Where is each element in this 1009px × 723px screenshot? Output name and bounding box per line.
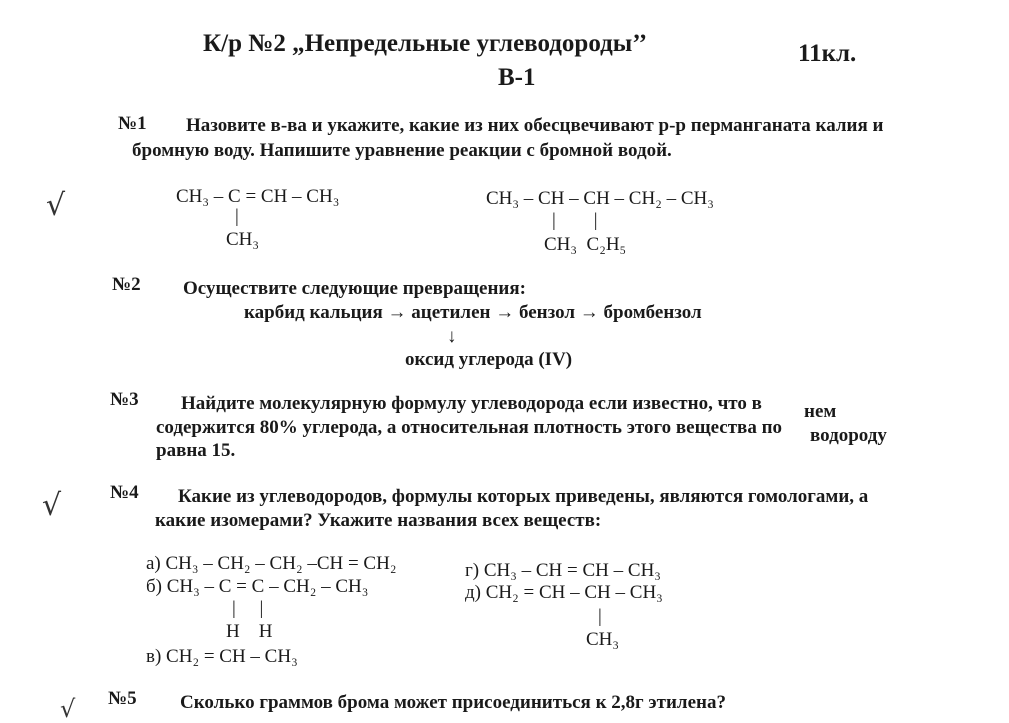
task-2-number: №2 (112, 274, 141, 295)
formula-4g: г) CH₃ – CH = CH – CH₃ (465, 560, 661, 581)
formula-1a-main-chain: CH₃ – C = CH – CH₃ (176, 186, 340, 207)
formula-1b-bonds: | | (552, 210, 598, 231)
task-1-text-line-2: бромную воду. Напишите уравнение реакции с бромной водой. (132, 140, 672, 161)
formula-4b-bonds: | | (232, 598, 264, 619)
formula-1a-substituent: CH₃ (226, 229, 260, 250)
task-3-text-line-1-end: нем (804, 401, 837, 422)
formula-1b-main-chain: CH₃ – CH – CH – CH₂ – CH₃ (486, 188, 714, 209)
task-3-text-line-2-end: водороду (810, 425, 887, 446)
formula-4b-substituents: H H (226, 621, 273, 642)
task-2-branch-product: оксид углерода (IV) (405, 349, 573, 370)
formula-4d-bond: | (598, 606, 602, 627)
task-3-number: №3 (110, 389, 139, 410)
formula-4d-substituent: CH₃ (586, 629, 620, 650)
task-3-text-line-1: Найдите молекулярную формулу углеводорода если известно, что в (181, 393, 762, 414)
formula-4v: в) CH₂ = CH – CH₃ (146, 646, 298, 667)
task-1-text-line-1: Назовите в-ва и укажите, какие из них обесцвечивают р-р перманганата калия и (186, 115, 884, 136)
task-5-number: №5 (108, 688, 137, 709)
grade-label: 11кл. (798, 40, 857, 67)
task-2-down-arrow: ↓ (447, 326, 457, 347)
formula-4a: а) CH₃ – CH₂ – CH₂ –CH = CH₂ (146, 553, 397, 574)
check-mark-1: √ (46, 188, 66, 223)
task-4-text-line-1: Какие из углеводородов, формулы которых приведены, являются гомологами, а (178, 486, 869, 507)
task-5-text: Сколько граммов брома может присоединиться к 2,8г этилена? (180, 692, 726, 713)
formula-1a-bond: | (235, 206, 239, 227)
task-2-transformation-chain: карбид кальция → ацетилен → бензол → бромбензол (244, 302, 702, 323)
task-1-number: №1 (118, 113, 147, 134)
check-mark-2: √ (42, 488, 62, 523)
check-mark-3: √ (60, 695, 76, 723)
task-4-number: №4 (110, 482, 139, 503)
formula-4b: б) CH₃ – C = C – CH₂ – CH₃ (146, 576, 369, 597)
worksheet-title: К/р №2 „Непредельные углеводороды’’ (203, 30, 648, 57)
formula-4d: д) CH₂ = CH – CH – CH₃ (465, 582, 663, 603)
task-3-text-line-2: содержится 80% углерода, а относительная плотность этого вещества по (156, 417, 783, 438)
task-3-text-line-3: равна 15. (156, 440, 236, 461)
variant-label: В-1 (498, 64, 536, 91)
task-4-text-line-2: какие изомерами? Укажите названия всех веществ: (155, 510, 602, 531)
task-2-text: Осуществите следующие превращения: (183, 278, 526, 299)
formula-1b-substituents: CH₃ C₂H₅ (544, 234, 627, 255)
